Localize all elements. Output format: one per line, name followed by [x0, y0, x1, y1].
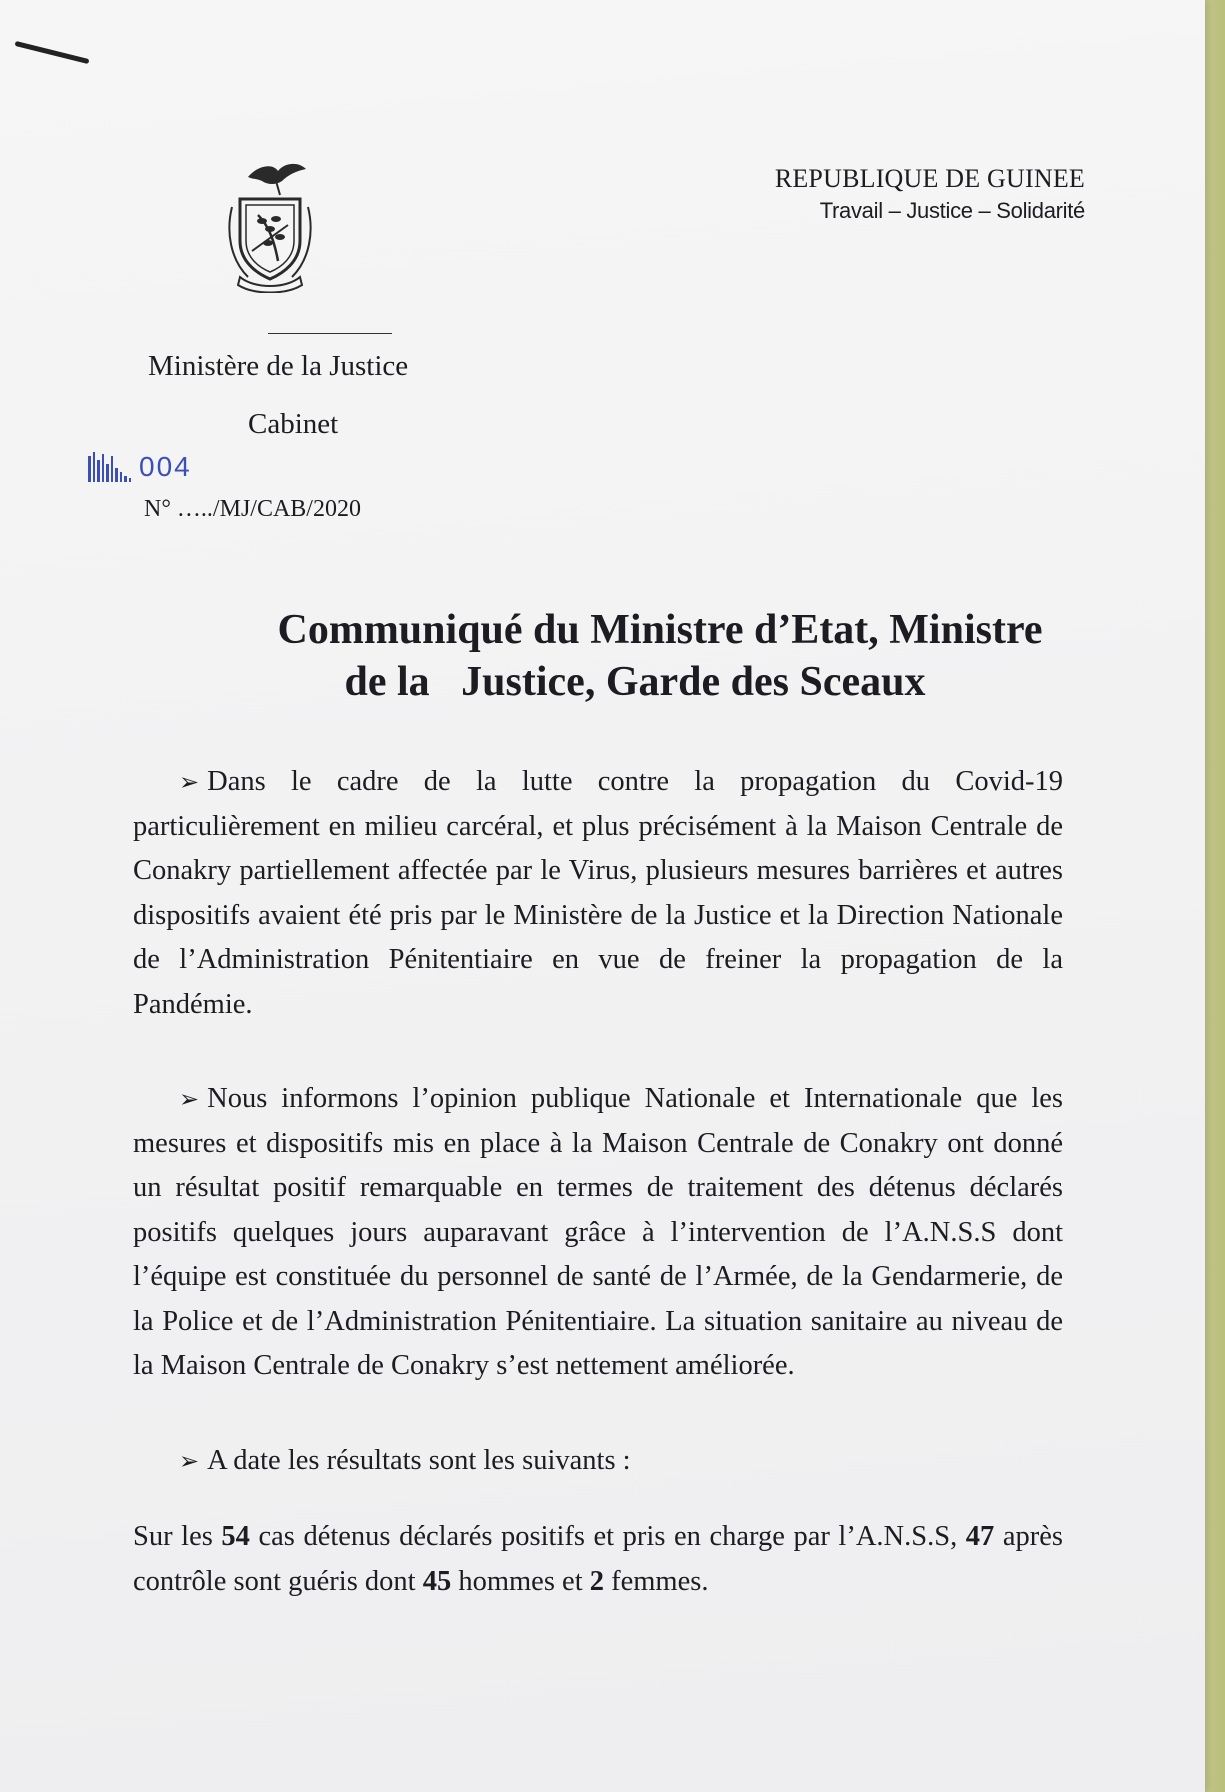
communique-body: [133, 760, 1063, 1604]
arrow-bullet-icon: ➢: [179, 1446, 200, 1475]
stamp-number: 004: [139, 451, 192, 482]
results-text: hommes et: [451, 1565, 590, 1597]
cured-women-count: 2: [589, 1565, 604, 1597]
paragraph-2-text: Nous informons l’opinion publique Nationale et Internationale que les mesures et dispositifs mis en place à la Maison Centrale de Conakry ont donné un résultat positif remarquable en termes de traitement des détenus déclarés positifs quelques jours auparavant grâce à l’intervention de l’A.N.S.S dont l’équipe est constituée du personnel de santé de l’Armée, de la Gendarmerie, de la Police et de l’Administration Pénitentiaire. La situation sanitaire au niveau de la Maison Centrale de Conakry s’est nettement améliorée.: [133, 1083, 1063, 1381]
title-line-2: de la Justice, Garde des Sceaux: [344, 659, 926, 705]
stamp-barcode-icon: [88, 452, 133, 482]
cured-men-count: 45: [422, 1565, 452, 1597]
republic-header: [720, 163, 1085, 225]
results-text: femmes.: [604, 1565, 709, 1597]
communique-title: [140, 604, 1130, 708]
results-text: après contrôle sont guéris dont: [133, 1521, 1064, 1597]
paragraph-2: [133, 1077, 1063, 1389]
arrow-bullet-icon: ➢: [179, 1085, 200, 1113]
positive-cases-count: 54: [221, 1521, 250, 1552]
emblem-divider: [268, 333, 392, 334]
registration-stamp: [88, 446, 192, 482]
republic-motto: Travail – Justice – Solidarité: [819, 198, 1085, 223]
reference-number: N° …../MJ/CAB/2020: [144, 496, 361, 522]
title-line-1: Communiqué du Ministre d’Etat, Ministre: [277, 607, 1043, 653]
ministry-name: Ministère de la Justice: [148, 350, 409, 382]
cured-count: 47: [965, 1521, 995, 1552]
pen-mark: [15, 41, 90, 64]
republic-name: REPUBLIQUE DE GUINEE: [774, 164, 1085, 193]
cabinet-label: Cabinet: [248, 408, 339, 440]
paragraph-3: [133, 1439, 1063, 1484]
paragraph-1: [133, 760, 1063, 1027]
arrow-bullet-icon: ➢: [179, 768, 200, 796]
results-text: cas détenus déclarés positifs et pris en charge par l’A.N.S.S,: [249, 1521, 966, 1552]
paragraph-3-text: A date les résultats sont les suivants :: [207, 1444, 631, 1476]
results-statement: [133, 1515, 1063, 1604]
paragraph-1-text: Dans le cadre de la lutte contre la propagation du Covid-19 particulièrement en milieu carcéral, et plus précisément à la Maison Centrale de Conakry partiellement affectée par le Virus, plusieurs mesures barrières et autres dispositifs avaient été pris par le Ministère de la Justice et la Direction Nationale de l’Administration Pénitentiaire en vue de freiner la propagation de la Pandémie.: [133, 766, 1063, 1020]
guinea-coat-of-arms-icon: [218, 155, 322, 293]
results-text: Sur les: [133, 1521, 222, 1552]
